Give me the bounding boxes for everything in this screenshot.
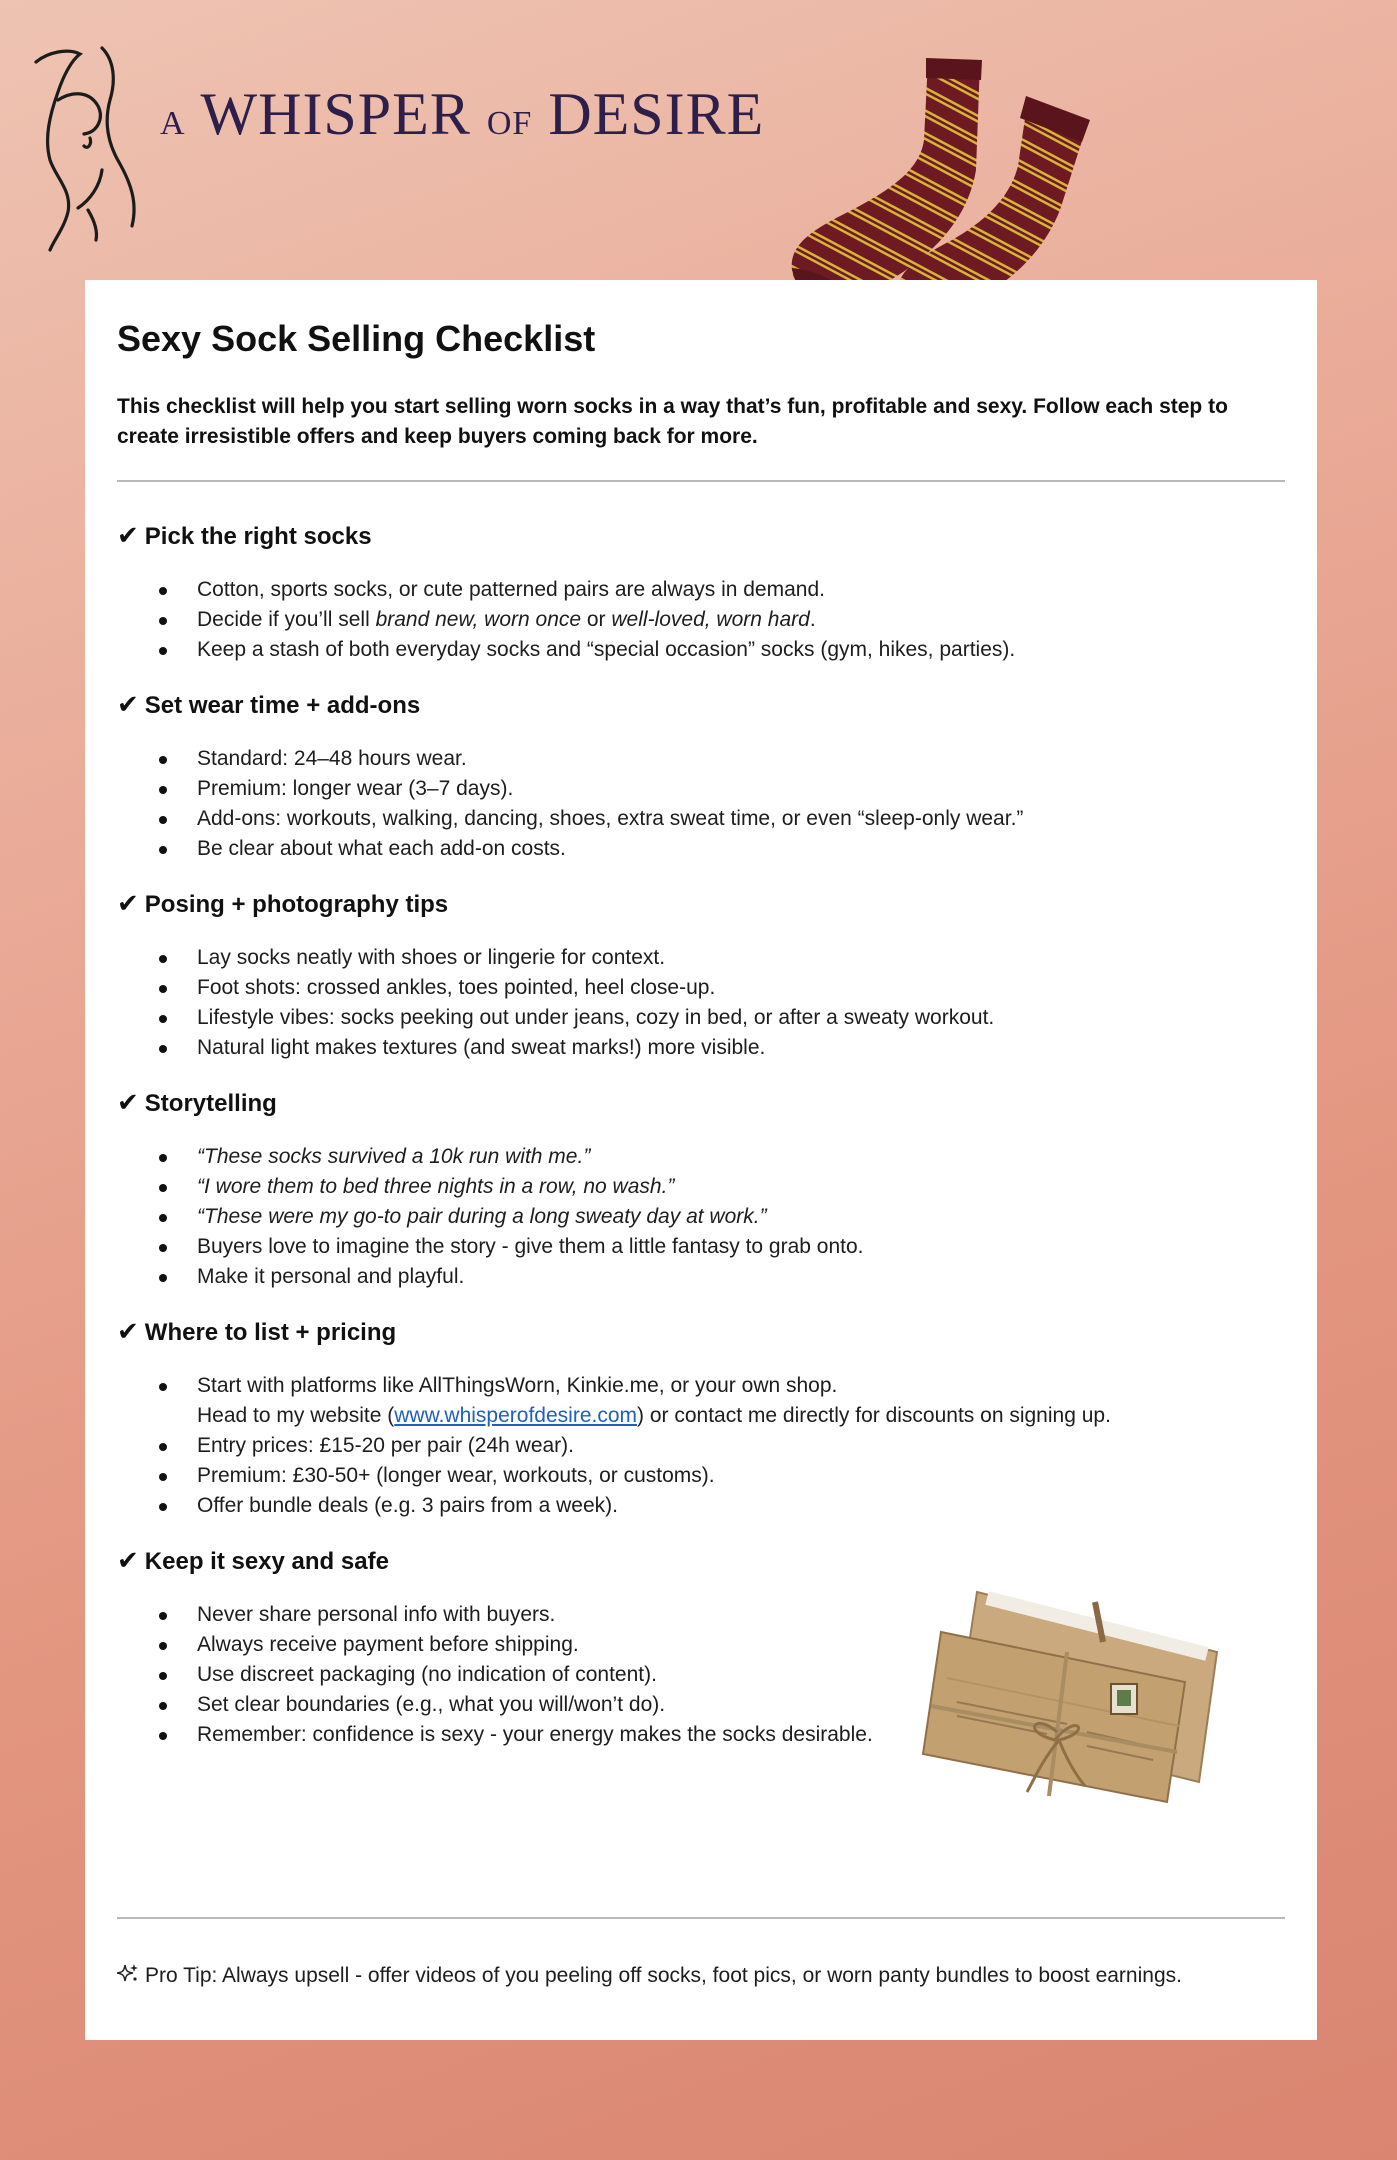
list-item: “I wore them to bed three nights in a row, no wash.”: [197, 1172, 1285, 1202]
section-heading-label: Keep it sexy and safe: [144, 1548, 389, 1575]
pro-tip: [117, 1963, 1182, 1988]
list-item: Cotton, sports socks, or cute patterned pairs are always in demand.: [197, 575, 1285, 605]
list-item-italic: well-loved, worn hard: [611, 608, 810, 631]
list-item: Premium: longer wear (3–7 days).: [197, 774, 1285, 804]
list-item-text: Start with platforms like AllThingsWorn, Kinkie.me, or your own shop.: [197, 1374, 838, 1397]
bottom-divider: [117, 1917, 1285, 1919]
intro-text: This checklist will help you start selling worn socks in a way that’s fun, profitable and sexy. Follow each step to create irresistible offers and keep buyers coming back for more.: [117, 395, 1228, 448]
list-item-text: ) or contact me directly for discounts on signing up.: [637, 1404, 1111, 1427]
section-heading-label: Posing + photography tips: [144, 891, 449, 918]
section-heading-wear-time: [117, 689, 1285, 720]
brand-logotype: [160, 80, 764, 149]
list-item: Offer bundle deals (e.g. 3 pairs from a week).: [197, 1491, 1285, 1521]
list-item: “These were my go-to pair during a long sweaty day at work.”: [197, 1202, 1285, 1232]
list-wear-time: [117, 744, 1285, 864]
body-silhouette-logo-icon: [28, 40, 158, 255]
list-item: [197, 605, 1285, 635]
list-item-text: Head to my website (: [197, 1404, 395, 1427]
check-icon: ✔: [117, 1545, 139, 1575]
list-item: Be clear about what each add-on costs.: [197, 834, 1285, 864]
list-item: Buyers love to imagine the story - give them a little fantasy to grab onto.: [197, 1232, 1285, 1262]
list-item: Keep a stash of both everyday socks and “special occasion” socks (gym, hikes, parties).: [197, 635, 1285, 665]
list-item: Entry prices: £15-20 per pair (24h wear).: [197, 1431, 1285, 1461]
page-title: Sexy Sock Selling Checklist: [117, 318, 596, 359]
sparkles-icon: [117, 1963, 139, 1985]
list-item: Make it personal and playful.: [197, 1262, 1285, 1292]
list-item: Lifestyle vibes: socks peeking out under jeans, cozy in bed, or after a sweaty workout.: [197, 1003, 1285, 1033]
section-heading-pricing: [117, 1316, 1285, 1347]
list-item: Add-ons: workouts, walking, dancing, shoes, extra sweat time, or even “sleep-only wear.”: [197, 804, 1285, 834]
section-heading-label: Pick the right socks: [144, 523, 372, 550]
list-storytelling: [117, 1142, 1285, 1292]
section-heading-safe: [117, 1545, 1285, 1576]
list-item: Always receive payment before shipping.: [197, 1630, 1285, 1660]
list-item-text: .: [809, 608, 816, 631]
check-icon: ✔: [117, 1087, 139, 1117]
list-item-text: Decide if you’ll sell: [197, 608, 376, 631]
list-item: Lay socks neatly with shoes or lingerie for context.: [197, 943, 1285, 973]
list-item: Use discreet packaging (no indication of content).: [197, 1660, 1285, 1690]
pro-tip-text: Pro Tip: Always upsell - offer videos of you peeling off socks, foot pics, or worn panty bundles to boost earnings.: [145, 1964, 1182, 1987]
section-heading-storytelling: [117, 1087, 1285, 1118]
check-icon: ✔: [117, 888, 139, 918]
list-item: Foot shots: crossed ankles, toes pointed, heel close-up.: [197, 973, 1285, 1003]
website-link[interactable]: www.whisperofdesire.com: [394, 1404, 638, 1427]
section-heading-posing: [117, 888, 1285, 919]
list-item-italic: brand new, worn once: [375, 608, 582, 631]
check-icon: ✔: [117, 689, 139, 719]
list-item: Remember: confidence is sexy - your energy makes the socks desirable.: [197, 1720, 1285, 1750]
list-item: Never share personal info with buyers.: [197, 1600, 1285, 1630]
list-item: “These socks survived a 10k run with me.”: [197, 1142, 1285, 1172]
list-pricing: [117, 1371, 1285, 1521]
list-item: Natural light makes textures (and sweat marks!) more visible.: [197, 1033, 1285, 1063]
list-item: [197, 1371, 1285, 1431]
brand-word-a: A: [160, 105, 186, 142]
brand-word-whisper: WHISPER: [200, 81, 471, 147]
top-divider: [117, 480, 1285, 482]
section-heading-label: Set wear time + add-ons: [144, 692, 421, 719]
section-heading-pick-socks: [117, 520, 1285, 551]
list-posing: [117, 943, 1285, 1063]
list-item: Standard: 24–48 hours wear.: [197, 744, 1285, 774]
list-item: Set clear boundaries (e.g., what you will/won’t do).: [197, 1690, 1285, 1720]
checklist-card: [85, 280, 1317, 2040]
section-heading-label: Storytelling: [144, 1090, 277, 1117]
list-item-text: or: [581, 608, 612, 631]
section-heading-label: Where to list + pricing: [144, 1319, 397, 1346]
check-icon: ✔: [117, 520, 139, 550]
brand-word-desire: DESIRE: [548, 81, 765, 147]
list-pick-socks: [117, 575, 1285, 665]
kraft-parcels-image: [917, 1582, 1237, 1807]
brand-word-of: OF: [486, 105, 533, 142]
list-item: Premium: £30-50+ (longer wear, workouts, or customs).: [197, 1461, 1285, 1491]
check-icon: ✔: [117, 1316, 139, 1346]
